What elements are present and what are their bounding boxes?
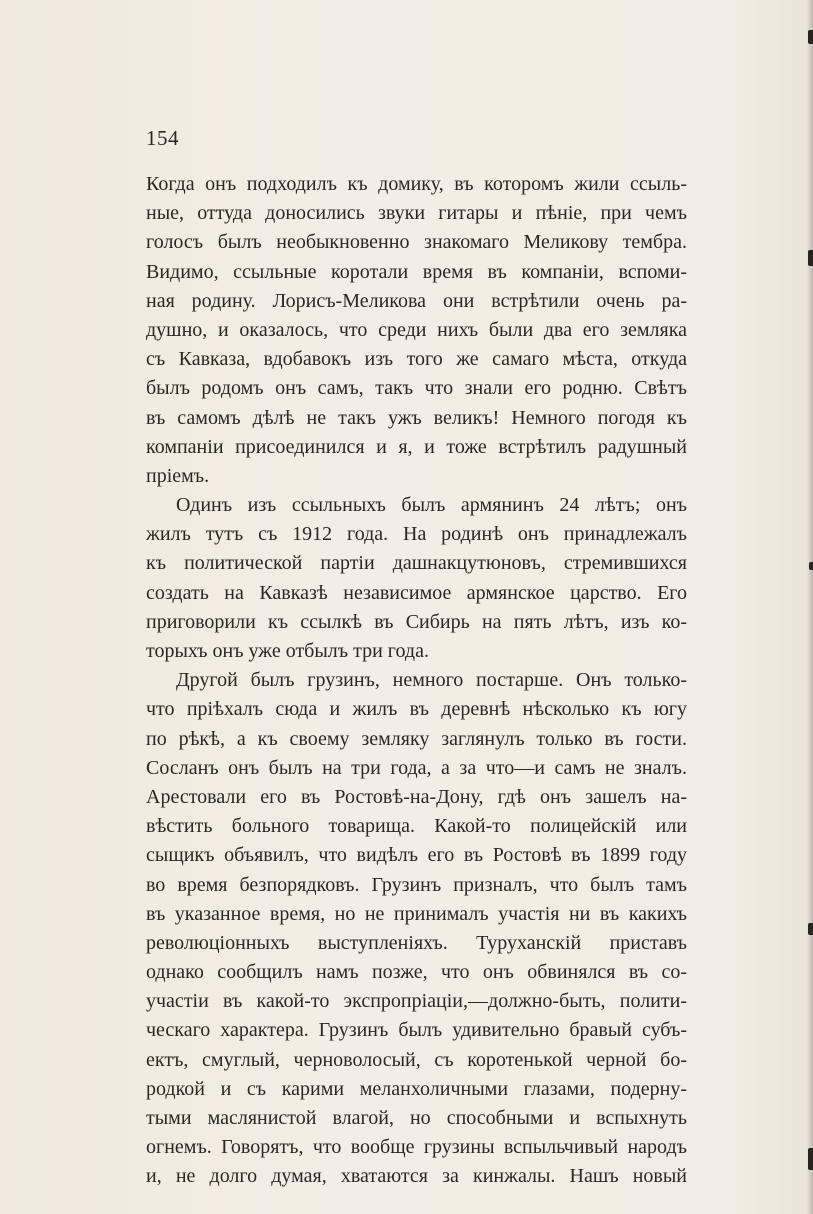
edge-mark-5	[808, 1148, 813, 1170]
text-line: сыщикъ объявилъ, что видѣлъ его въ Ростовѣ въ 1899 году	[146, 844, 687, 867]
body-text	[146, 170, 687, 1192]
edge-mark-4	[808, 923, 813, 935]
text-line: Другой былъ грузинъ, немного постарше. Онъ только-	[176, 669, 687, 692]
text-line: что пріѣхалъ сюда и жилъ въ деревнѣ нѣсколько къ югу	[146, 698, 687, 721]
text-line: создать на Кавказѣ независимое армянское царство. Его	[146, 581, 687, 604]
text-line: ные, оттуда доносились звуки гитары и пѣніе, при чемъ	[146, 202, 687, 225]
text-line: въ самомъ дѣлѣ не такъ ужъ великъ! Немного погодя къ	[146, 406, 687, 429]
text-line: родкой и съ карими меланхоличными глазами, подерну-	[146, 1077, 687, 1100]
text-line: и, не долго думая, хватаются за кинжалы. Нашъ новый	[146, 1165, 687, 1188]
page-number: 154	[146, 126, 179, 150]
text-line: компаніи присоединился и я, и тоже встрѣтилъ радушный	[146, 435, 687, 458]
text-line: торыхъ онъ уже отбылъ три года.	[146, 640, 429, 662]
edge-mark-3	[809, 562, 813, 570]
text-line: жилъ тутъ съ 1912 года. На родинѣ онъ принадлежалъ	[146, 523, 687, 546]
text-line: пріемъ.	[146, 464, 210, 487]
text-line: по рѣкѣ, а къ своему земляку заглянулъ только въ гости.	[146, 727, 687, 750]
text-line: въ указанное время, но не принималъ участія ни въ какихъ	[146, 902, 687, 925]
text-line: голосъ былъ необыкновенно знакомаго Меликову тембра.	[146, 231, 687, 254]
text-line: Видимо, ссыльные коротали время въ компаніи, вспоми-	[146, 260, 687, 283]
text-line: съ Кавказа, вдобавокъ изъ того же самаго мѣста, откуда	[146, 348, 687, 371]
text-line: душно, и оказалось, что среди нихъ были два его земляка	[146, 318, 687, 341]
text-line: къ политической партіи дашнакцутюновъ, стремившихся	[146, 552, 687, 575]
text-line: во время безпорядковъ. Грузинъ призналъ, что былъ тамъ	[146, 873, 687, 896]
text-line: приговорили къ ссылкѣ въ Сибирь на пять лѣтъ, изъ ко-	[146, 610, 687, 633]
text-line: участіи въ какой-то экспропріаціи,—должно-быть, полити-	[146, 990, 687, 1013]
edge-mark-1	[808, 30, 813, 44]
text-line: огнемъ. Говорятъ, что вообще грузины вспыльчивый народъ	[146, 1136, 687, 1159]
page-edge-shadow	[807, 0, 813, 1214]
text-line: ная родину. Лорисъ-Меликова они встрѣтили очень ра-	[146, 289, 687, 312]
edge-mark-2	[808, 250, 813, 266]
text-line: былъ родомъ онъ самъ, такъ что знали его родню. Свѣтъ	[146, 377, 687, 400]
text-line: ектъ, смуглый, черноволосый, съ коротенькой черной бо-	[146, 1048, 687, 1071]
text-line: тыми маслянистой влагой, но способными и вспыхнуть	[146, 1107, 687, 1129]
text-line: ческаго характера. Грузинъ былъ удивительно бравый субъ-	[146, 1019, 687, 1042]
text-line: Одинъ изъ ссыльныхъ былъ армянинъ 24 лѣтъ; онъ	[176, 494, 687, 517]
text-line: Сосланъ онъ былъ на три года, а за что—и самъ не зналъ.	[146, 756, 687, 779]
text-line: Арестовали его въ Ростовѣ-на-Дону, гдѣ онъ зашелъ на-	[146, 785, 687, 808]
text-line: однако сообщилъ намъ позже, что онъ обвинялся въ со-	[146, 961, 687, 984]
text-line: революціонныхъ выступленіяхъ. Туруханскій приставъ	[146, 931, 687, 954]
text-line: вѣстить больного товарища. Какой-то полицейскій или	[146, 815, 687, 838]
text-line: Когда онъ подходилъ къ домику, въ которомъ жили ссыль-	[146, 173, 687, 195]
